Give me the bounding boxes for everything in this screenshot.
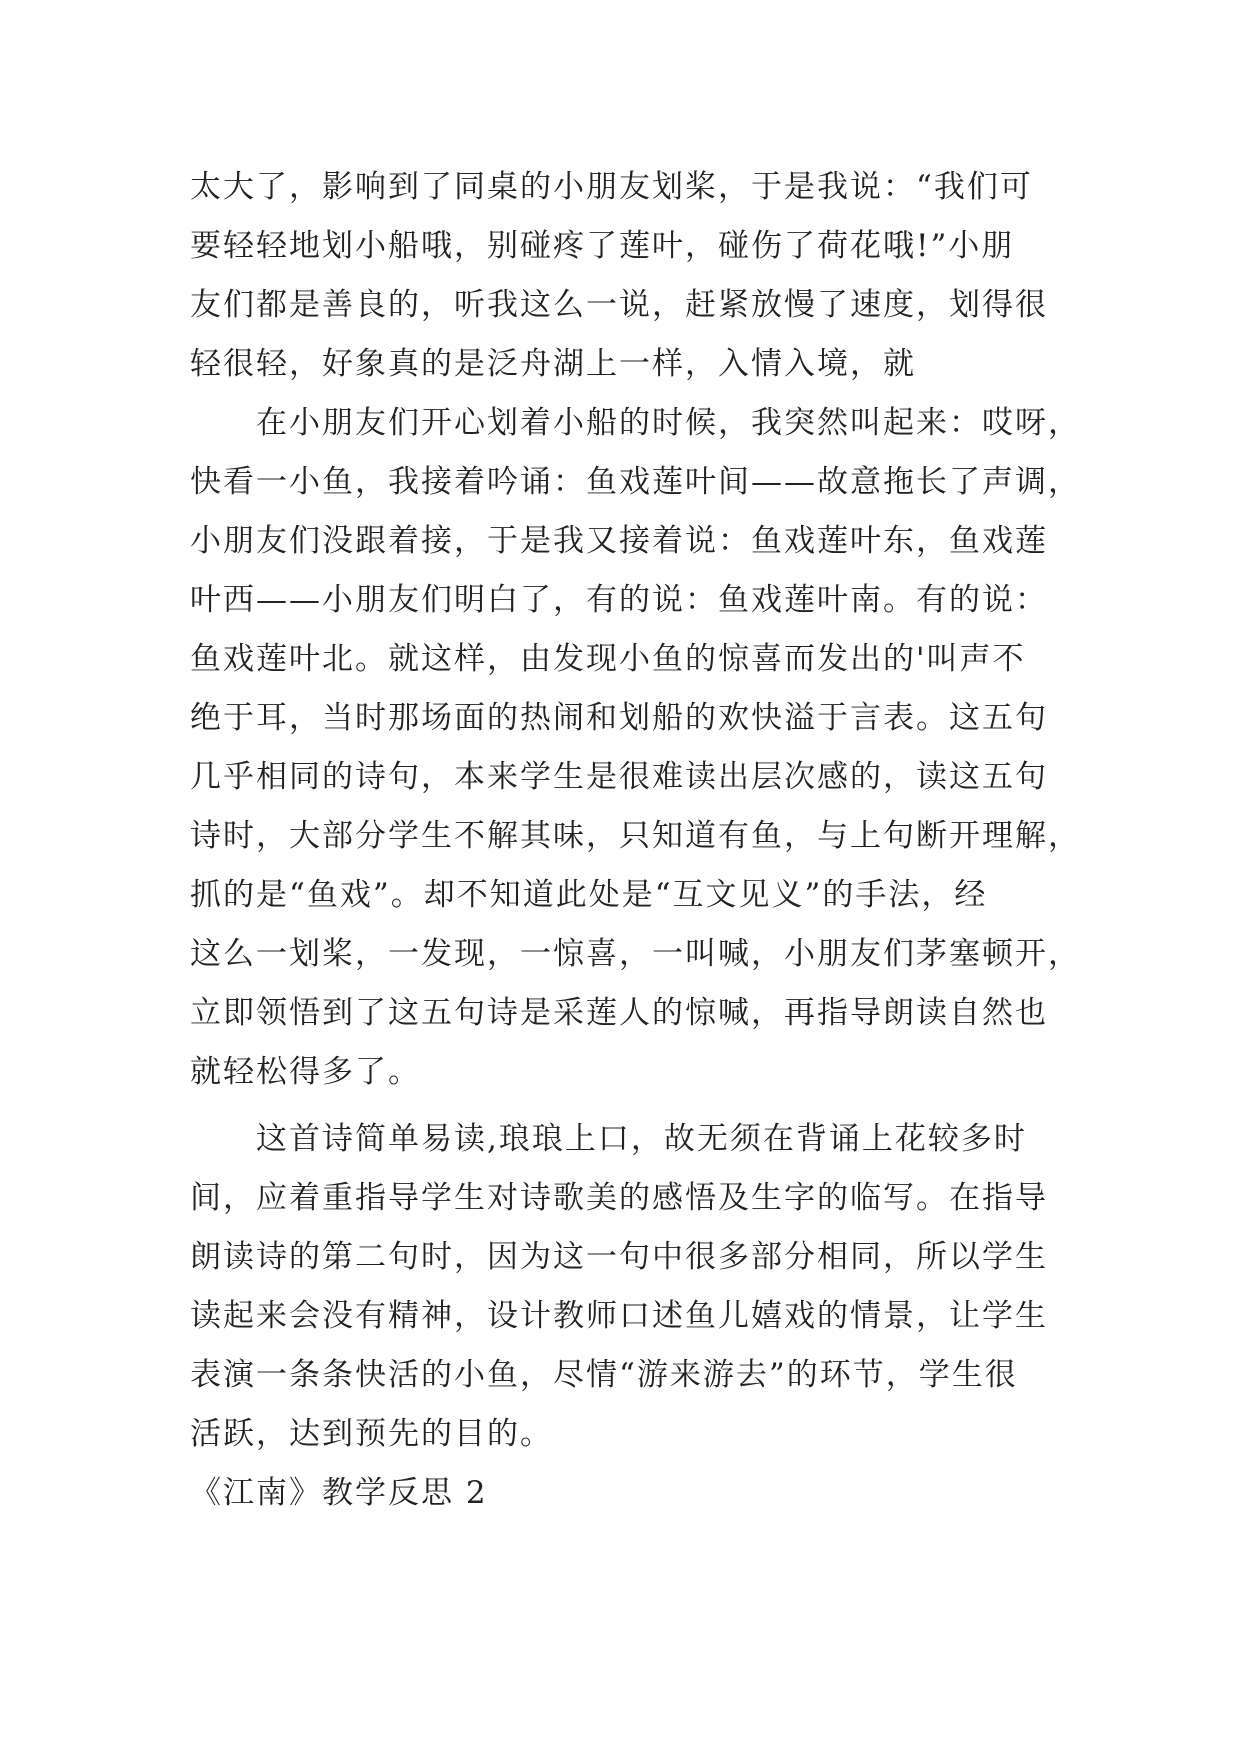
text-line: 活跃，达到预先的目的。 — [190, 1416, 553, 1452]
text-line: 间，应着重指导学生对诗歌美的感悟及生字的临写。在指导 — [190, 1180, 1048, 1216]
text-line: 轻很轻，好象真的是泛舟湖上一样，入情入境，就 — [190, 346, 916, 382]
text-line: 朗读诗的第二句时，因为这一句中很多部分相同，所以学生 — [190, 1239, 1048, 1275]
text-line: 立即领悟到了这五句诗是采莲人的惊喊，再指导朗读自然也 — [190, 995, 1048, 1031]
text-line: 就轻松得多了。 — [190, 1054, 421, 1090]
text-line: 友们都是善良的，听我这么一说，赶紧放慢了速度，划得很 — [190, 287, 1048, 323]
text-line: 太大了，影响到了同桌的小朋友划桨，于是我说：“我们可 — [190, 169, 1033, 205]
paragraph — [190, 1110, 1070, 1464]
text-line: 这首诗简单易读,琅琅上口，故无须在背诵上花较多时 — [190, 1121, 1027, 1157]
text-line: 这么一划桨，一发现，一惊喜，一叫喊，小朋友们茅塞顿开， — [190, 936, 1081, 972]
text-line: 要轻轻地划小船哦，别碰疼了莲叶，碰伤了荷花哦!”小朋 — [190, 228, 1015, 264]
text-line: 叶西——小朋友们明白了，有的说：鱼戏莲叶南。有的说： — [190, 582, 1048, 618]
text-line: 小朋友们没跟着接，于是我又接着说：鱼戏莲叶东，鱼戏莲 — [190, 523, 1048, 559]
paragraph — [190, 394, 1081, 1102]
text-line: 诗时，大部分学生不解其味，只知道有鱼，与上句断开理解， — [190, 818, 1081, 854]
paragraph-spacer — [190, 1102, 1070, 1110]
text-line: 表演一条条快活的小鱼，尽情“游来游去”的环节，学生很 — [190, 1357, 1018, 1393]
text-line: 在小朋友们开心划着小船的时候，我突然叫起来：哎呀， — [190, 405, 1081, 441]
text-line: 鱼戏莲叶北。就这样，由发现小鱼的惊喜而发出的'叫声不 — [190, 641, 1026, 677]
paragraph — [190, 158, 1070, 394]
document-body — [190, 158, 1081, 1464]
section-heading: 《江南》教学反思 2 — [190, 1475, 488, 1511]
text-line: 几乎相同的诗句，本来学生是很难读出层次感的，读这五句 — [190, 759, 1048, 795]
text-line: 快看一小鱼，我接着吟诵：鱼戏莲叶间——故意拖长了声调， — [190, 464, 1081, 500]
text-line: 读起来会没有精神，设计教师口述鱼儿嬉戏的情景，让学生 — [190, 1298, 1048, 1334]
text-line: 抓的是“鱼戏”。却不知道此处是“互文见义”的手法，经 — [190, 877, 988, 913]
text-line: 绝于耳，当时那场面的热闹和划船的欢快溢于言表。这五句 — [190, 700, 1048, 736]
